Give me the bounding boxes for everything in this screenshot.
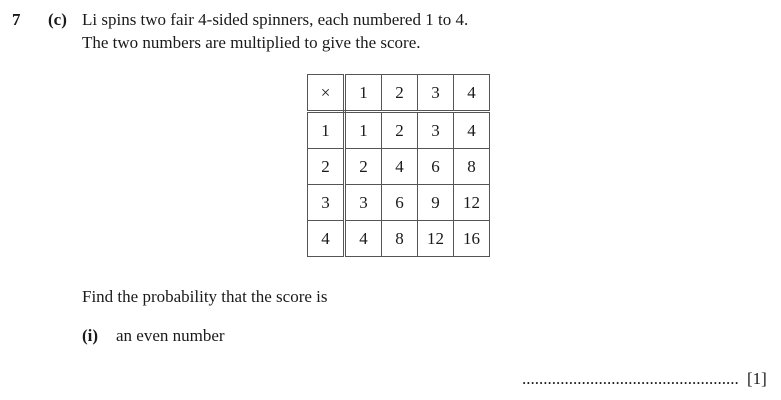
table-cell: 12 [418, 221, 454, 257]
table-row-header-cell: 1 [308, 112, 345, 149]
table-row [308, 185, 490, 221]
table-header-cell: × [308, 75, 345, 112]
table-header-cell: 1 [345, 75, 382, 112]
table-cell: 4 [382, 149, 418, 185]
table-cell: 2 [345, 149, 382, 185]
question-part-label: (c) [48, 10, 67, 29]
answer-line[interactable]: ................................................... [522, 369, 739, 388]
table-header-cell: 2 [382, 75, 418, 112]
table-row [308, 149, 490, 185]
table-cell: 4 [454, 112, 490, 149]
table-cell: 3 [418, 112, 454, 149]
table-row [308, 112, 490, 149]
table-cell: 6 [382, 185, 418, 221]
table-cell: 16 [454, 221, 490, 257]
subquestion-label: (i) [82, 326, 99, 345]
probability-prompt: Find the probability that the score is [82, 287, 328, 306]
marks-indicator: [1] [747, 369, 767, 388]
table-header-cell: 4 [454, 75, 490, 112]
table-header-cell: 3 [418, 75, 454, 112]
table-row-header-cell: 4 [308, 221, 345, 257]
question-text-line-1: Li spins two fair 4-sided spinners, each numbered 1 to 4. [82, 10, 469, 29]
table-cell: 4 [345, 221, 382, 257]
table-cell: 8 [382, 221, 418, 257]
table-header-row [308, 75, 490, 112]
table-cell: 12 [454, 185, 490, 221]
table-cell: 9 [418, 185, 454, 221]
table-cell: 8 [454, 149, 490, 185]
table-cell: 1 [345, 112, 382, 149]
multiplication-table [307, 74, 490, 257]
table-row-header-cell: 2 [308, 149, 345, 185]
table-cell: 2 [382, 112, 418, 149]
table-row-header-cell: 3 [308, 185, 345, 221]
table-row [308, 221, 490, 257]
table-cell: 6 [418, 149, 454, 185]
question-number: 7 [12, 10, 21, 29]
question-text-line-2: The two numbers are multiplied to give the score. [82, 33, 421, 52]
table-cell: 3 [345, 185, 382, 221]
subquestion-text: an even number [116, 326, 225, 345]
